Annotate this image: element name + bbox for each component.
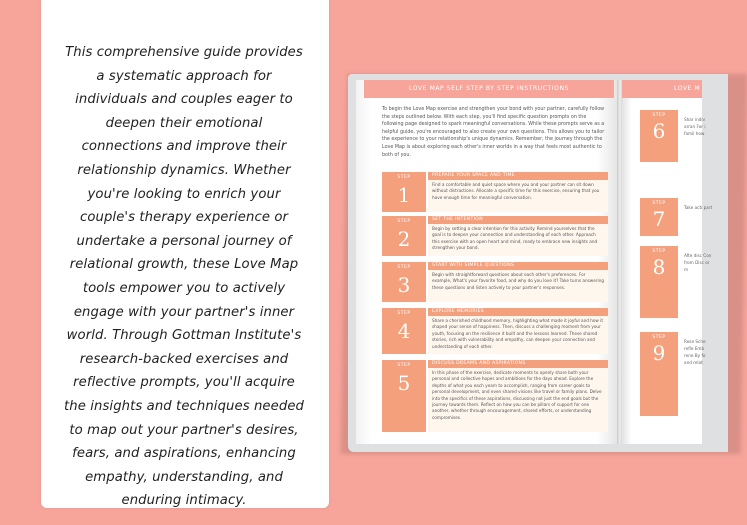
step-label: STEP <box>652 113 666 118</box>
step-text-fragment: Take acti part <box>684 205 713 210</box>
left-page <box>356 80 618 444</box>
step-number: 4 <box>397 319 411 343</box>
step-label: STEP <box>397 311 411 316</box>
step-label: STEP <box>397 175 411 180</box>
description-text: This comprehensive guide provides a systematic approach for individuals and couples eager to deepen their emotional connections and improve their relationship dynamics. Whether you're looking to enrich your couple's therapy experience or undertake a personal journey of relational growth, these Love Map tools empower you to actively engage with your partner's inner world. Through Gottman Institute's research-backed exercises and reflective prompts, you'll acquire the insights and techniques needed to map out your partner's desires, fears, and aspirations, enhancing empathy, understanding, and enduring intimacy. <box>64 45 305 509</box>
step-content <box>428 360 608 432</box>
step-number: 3 <box>397 273 411 297</box>
step-title: SET THE INTENTION <box>428 216 608 224</box>
step-number: 1 <box>397 183 411 207</box>
step-content <box>428 308 608 354</box>
step-number: 8 <box>652 255 666 279</box>
step-content <box>428 172 608 212</box>
step-number: 7 <box>652 207 666 231</box>
step-number-box <box>640 198 678 236</box>
step-number-box <box>640 332 678 416</box>
step-number-box <box>382 216 426 256</box>
step-title: PREPARE YOUR SPACE AND TIME <box>428 172 608 180</box>
right-page <box>622 80 713 444</box>
step-description: In this phase of the exercise, dedicate moments to openly share both your personal and collective hopes and ambitions for the days ahead. Explore the depths of what you each yearn to accomplish, ranging from career goals to personal development, and even shared visions like travel or family plans. Delve into the specifics of these aspirations, discussing not just the end goals but the journey towards them. Reflect on how you can be pillars of support for one another, whether through encouragement, shared efforts, or understanding compromises. <box>432 370 602 420</box>
step-description: Share a cherished childhood memory, highlighting what made it joyful and how it shaped your sense of happiness. Then, discuss a challenging moment from your youth, focusing on the resilience it built and the lessons learned. These shared stories, rich with vulnerability and empathy, can deepen your connection and understanding of each other. <box>432 318 603 349</box>
step-description: Begin by setting a clear intention for this activity. Remind yourselves that the goal is to deepen your connection and understanding of each other. Approach this exercise with an open heart and mind, ready to embrace new insights and strengthen your bond. <box>432 226 598 251</box>
step-text-fragment: Rese Sche refle Emb rene By fo and relat <box>684 339 706 365</box>
step-number-box <box>640 246 678 318</box>
step-number-box <box>382 262 426 302</box>
step-title: EXPLORE MEMORIES <box>428 308 608 316</box>
step-content <box>428 262 608 302</box>
step-title: DISCUSS DREAMS AND ASPIRATIONS <box>428 360 608 368</box>
intro-text: To begin the Love Map exercise and strengthen your bond with your partner, carefully follow the steps outlined below. With each step, you'll find specific question prompts on the following page designed to spark meaningful conversations. While these prompts serve as a helpful guide, you're encouraged to also create your own questions. This allows you to tailor the experience to your relationship's unique dynamics. Remember, the journey through the Love Map is about exploring each other's inner worlds in a way that feels most authentic to both of you. <box>382 107 605 158</box>
step-label: STEP <box>397 265 411 270</box>
step-title: START WITH SIMPLE QUESTIONS <box>428 262 608 270</box>
step-description: Find a comfortable and quiet space where you and your partner can sit down without distractions. Allocate a specific time for this exercise, ensuring that you have enough time for meaningful conversation. <box>432 182 600 200</box>
step-text-fragment: Afte disc Con from Disc or m <box>684 253 712 272</box>
step-number: 9 <box>652 341 666 365</box>
step-label: STEP <box>397 219 411 224</box>
step-number-box <box>382 308 426 354</box>
step-number: 6 <box>652 119 666 143</box>
right-page-header: LOVE M <box>622 80 702 98</box>
step-number: 5 <box>397 371 411 395</box>
step-number-box <box>382 360 426 432</box>
step-label: STEP <box>652 249 666 254</box>
left-page-header: LOVE MAP SELF STEP BY STEP INSTRUCTIONS <box>364 80 614 98</box>
step-number-box <box>640 110 678 162</box>
step-description: Begin with straightforward questions about each other's preferences. For example, What's your favorite food, and why do you love it? Take turns answering these questions and listen actively to your partner's responses. <box>432 272 604 290</box>
step-text-fragment: Shar indiv arran For i famil how <box>684 117 706 136</box>
step-number-box <box>382 172 426 212</box>
step-label: STEP <box>652 201 666 206</box>
step-number: 2 <box>397 227 411 251</box>
step-content <box>428 216 608 256</box>
step-label: STEP <box>652 335 666 340</box>
step-label: STEP <box>397 363 411 368</box>
